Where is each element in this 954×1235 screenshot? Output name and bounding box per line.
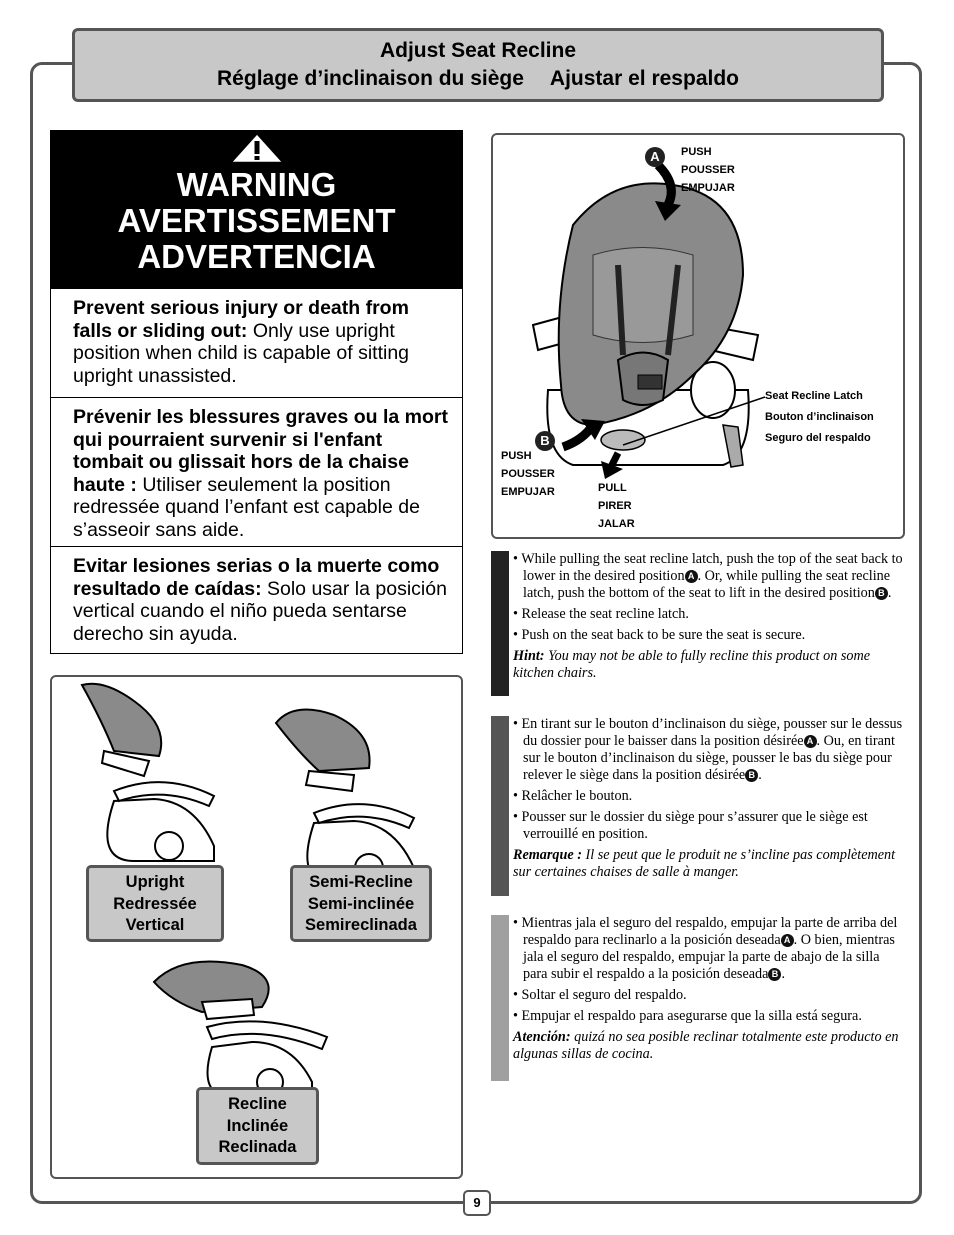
instruction-item: • Soltar el seguro del respaldo.	[513, 987, 687, 1003]
recline-fr: Inclinée	[226, 1116, 289, 1135]
warning-title-es: ADVERTENCIA	[137, 238, 376, 275]
marker-b-icon: B	[745, 769, 758, 782]
upright-en: Upright	[125, 873, 185, 891]
upright-fr: Redressée	[113, 894, 197, 913]
push-b-en: PUSH	[501, 450, 532, 462]
warning-text-fr	[51, 397, 462, 546]
instruction-item: • Pousser sur le dossier du siège pour s’assurer que le siège est verrouillé en position.	[513, 809, 868, 842]
warning-bold-es: Evitar lesiones serias o la muerte como resultado de caídas:	[73, 555, 440, 600]
push-a-label	[681, 143, 735, 197]
instruction-item: • Release the seat recline latch.	[513, 606, 689, 622]
hint-note: Remarque : Il se peut que le produit ne s’incline pas complètement sur certaines chaises de salle à manger.	[513, 847, 896, 880]
title-es: Ajustar el respaldo	[549, 67, 739, 90]
instructions-fr	[491, 716, 905, 896]
marker-b-icon: B	[768, 968, 781, 981]
page-number: 9	[463, 1190, 491, 1216]
push-a-en: PUSH	[681, 146, 712, 158]
language-bar-es	[491, 915, 509, 1081]
recline-en: Recline	[228, 1095, 287, 1113]
hint-note: Hint: You may not be able to fully recline this product on some kitchen chairs.	[513, 648, 871, 681]
language-bar-fr	[491, 716, 509, 896]
latch-label	[765, 386, 874, 449]
pull-es: JALAR	[598, 518, 635, 530]
marker-b: B	[535, 431, 555, 451]
recline-label	[196, 1087, 319, 1165]
title-en: Adjust Seat Recline	[379, 39, 577, 62]
warning-panel	[50, 130, 463, 654]
instruction-item: • En tirant sur le bouton d’inclinaison du siège, pousser sur le dessus du dossier pour le baisser dans la position désirée A . Ou, en tirant sur le bouton d’inclinaison du siège, pousser le bas du siège pour relever le siège dans la position désirée B .	[513, 716, 903, 783]
instructions-en	[491, 551, 905, 696]
warning-header	[51, 131, 462, 289]
warning-text-es	[51, 546, 462, 655]
upright-es: Vertical	[125, 916, 185, 934]
semi-en: Semi-Recline	[309, 873, 413, 891]
warning-text-en	[51, 289, 462, 397]
warning-title-fr: AVERTISSEMENT	[117, 202, 396, 239]
push-a-fr: POUSSER	[681, 164, 735, 176]
warning-body-fr: Utiliser seulement la position redressée quand l’enfant est capable de s’asseoir sans aide.	[73, 473, 420, 541]
upright-label	[86, 865, 224, 942]
semi-fr: Semi-inclinée	[307, 894, 415, 913]
title-fr: Réglage d’inclinaison du siège	[217, 67, 524, 90]
instruction-item: • Empujar el respaldo para asegurarse que la silla está segura.	[513, 1008, 862, 1024]
latch-es: Seguro del respaldo	[765, 432, 871, 444]
recline-chair-illustration	[152, 957, 342, 1107]
push-a-es: EMPUJAR	[681, 182, 735, 194]
push-b-es: EMPUJAR	[501, 486, 555, 498]
warning-bold-fr: Prévenir les blessures graves ou la mort qui pourraient survenir si l'enfant tombait ou glissait hors de la chaise haute :	[73, 406, 449, 496]
warning-body-en: Only use upright position when child is capable of sitting upright unassisted.	[73, 319, 410, 387]
recline-positions-panel	[50, 675, 463, 1179]
marker-b-icon: B	[875, 587, 888, 600]
warning-triangle-icon	[227, 131, 287, 165]
instruction-item: • Mientras jala el seguro del respaldo, empujar la parte de arriba del respaldo para reclinarlo a la posición deseada A . O bien, mientras jala el seguro del respaldo, empujar la parte de abajo de la silla para subir el respaldo a la posición deseada B .	[513, 915, 898, 982]
instructions-es	[491, 915, 905, 1081]
pull-en: PULL	[598, 482, 627, 494]
upright-chair-illustration	[74, 681, 234, 871]
push-b-label	[501, 447, 555, 501]
instruction-item: • Relâcher le bouton.	[513, 788, 633, 804]
marker-a-icon: A	[685, 570, 698, 583]
warning-title-en: WARNING	[176, 166, 337, 203]
pull-label	[598, 479, 635, 533]
recline-illustration	[491, 133, 905, 539]
recline-es: Reclinada	[218, 1138, 297, 1156]
marker-a: A	[645, 147, 665, 167]
latch-fr: Bouton d’inclinaison	[765, 411, 874, 423]
marker-a-icon: A	[781, 934, 794, 947]
warning-bold-en: Prevent serious injury or death from falls or sliding out:	[73, 297, 409, 342]
warning-body-es: Solo usar la posición vertical cuando el niño pueda sentarse derecho sin ayuda.	[73, 577, 447, 645]
section-header	[72, 28, 884, 102]
hint-note: Atención: quizá no sea posible reclinar totalmente este producto en algunas sillas de cocina.	[513, 1029, 899, 1062]
instruction-item: • While pulling the seat recline latch, push the top of the seat back to lower in the desired position A . Or, while pulling the seat recline latch, push the bottom of the seat to lift in the desired position B .	[513, 551, 903, 601]
instruction-item: • Push on the seat back to be sure the seat is secure.	[513, 627, 806, 643]
pull-fr: PIRER	[598, 500, 632, 512]
latch-en: Seat Recline Latch	[765, 390, 863, 402]
push-b-fr: POUSSER	[501, 468, 555, 480]
language-bar-en	[491, 551, 509, 696]
marker-a-icon: A	[804, 735, 817, 748]
semi-es: Semireclinada	[305, 916, 417, 934]
semi-recline-label	[290, 865, 432, 942]
